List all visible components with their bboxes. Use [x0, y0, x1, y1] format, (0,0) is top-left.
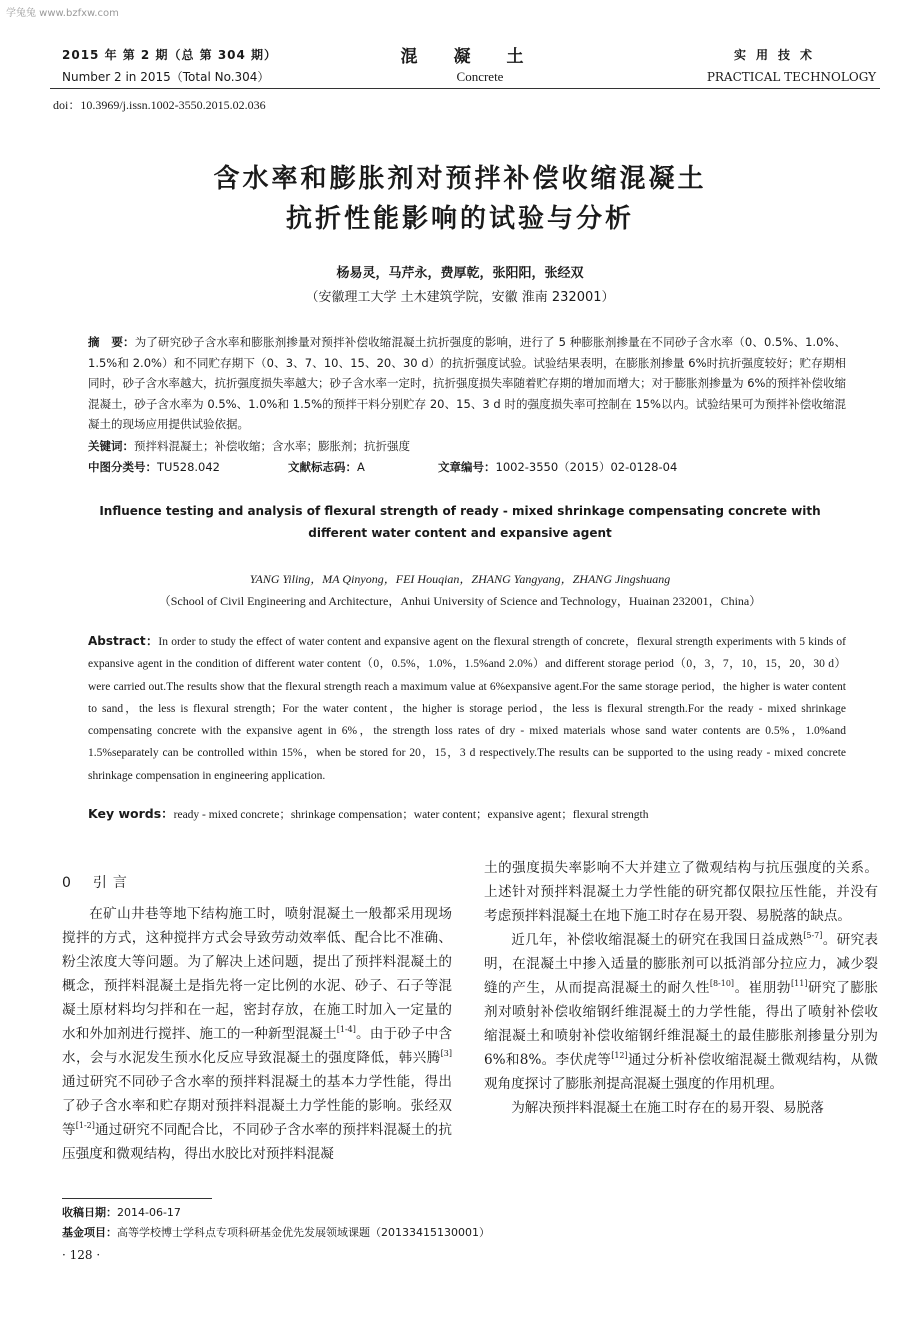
abstract-cn-text: 为了研究砂子含水率和膨胀剂掺量对预拌补偿收缩混凝土抗折强度的影响，进行了 5 种膨胀剂掺量在不同砂子含水率（0、0.5%、1.0%、1.5%和 2.0%）和不同贮存期下（0、3、7、10、15、20、30 d）的抗折强度试验。试验结果表明，在膨胀剂掺量 6%时抗折强度较好；贮存期相同时，砂子含水率越大，抗折强度损失率越大；砂子含水率一定时，抗折强度损失率随着贮存期的增加而增大；对于膨胀剂掺量为 6%的预拌补偿收缩混凝土，砂子含水率为 0.5%、1.0%和 1.5%的预拌干料分别贮存 20、15、3 d 时的强度损失率可控制在 15%以内。试验结果可为预拌补偿收缩混凝土的现场应用提供试验依据。	[88, 335, 846, 431]
affiliation-en: （School of Civil Engineering and Architecture，Anhui University of Science and Technology，Huainan 232001，China）	[158, 594, 762, 608]
clc-value: TU528.042	[157, 460, 220, 474]
article-no-label: 文章编号：	[438, 460, 496, 474]
journal-cn: 混凝土	[400, 47, 560, 67]
classification-info	[88, 459, 848, 475]
header-rule	[50, 88, 880, 89]
received-date: 收稿日期：2014-06-17	[62, 1206, 181, 1219]
issue-en: Number 2 in 2015（Total No.304）	[62, 70, 270, 84]
footnote-rule	[62, 1198, 212, 1199]
column-en: PRACTICAL TECHNOLOGY	[706, 70, 876, 84]
column-cn: 实用技术	[733, 48, 822, 62]
keywords-cn-label: 关键词：	[88, 439, 134, 453]
abstract-cn-label: 摘 要：	[88, 335, 135, 349]
article-no-value: 1002-3550（2015）02-0128-04	[495, 460, 678, 474]
doi: doi：10.3969/j.issn.1002-3550.2015.02.036	[53, 98, 266, 112]
issue-cn: 2015 年 第 2 期（总 第 304 期）	[62, 48, 278, 62]
section-title: 引言	[92, 875, 133, 891]
affiliation-cn: （安徽理工大学 土木建筑学院，安徽 淮南 232001）	[305, 290, 615, 305]
title-en: Influence testing and analysis of flexural strength of ready - mixed shrinkage compensating concrete with different water content and expansive agent	[99, 504, 821, 540]
citation: [11]	[791, 979, 808, 988]
fund-info: 基金项目：高等学校博士学科点专项科研基金优先发展领域课题（20133415130001）	[62, 1226, 490, 1239]
citation: [3]	[440, 1049, 452, 1058]
citation: [12]	[611, 1051, 628, 1060]
keywords-cn	[88, 438, 410, 454]
body-column-left	[62, 902, 452, 1166]
abstract-en	[88, 630, 846, 787]
citation: [1-2]	[75, 1121, 95, 1130]
page-number: · 128 ·	[62, 1248, 101, 1262]
journal-en: Concrete	[456, 69, 504, 84]
citation: [5-7]	[803, 931, 823, 940]
paragraph: 为解决预拌料混凝土在施工时存在的易开裂、易脱落	[511, 1100, 824, 1116]
abstract-cn	[88, 332, 846, 435]
abstract-en-label: Abstract：	[88, 634, 159, 648]
issue-info	[62, 44, 277, 88]
section-heading	[62, 872, 133, 892]
doccode-value: A	[357, 460, 365, 474]
title-line-2: 抗折性能影响的试验与分析	[285, 204, 634, 234]
column-name	[680, 44, 876, 88]
keywords-cn-text: 预拌料混凝土；补偿收缩；含水率；膨胀剂；抗折强度	[134, 439, 410, 453]
paragraph: 土的强度损失率影响不大并建立了微观结构与抗压强度的关系。上述针对预拌料混凝土力学性能的研究都仅限拉压性能，并没有考虑预拌料混凝土在地下施工时存在易开裂、易脱落的缺点。	[484, 860, 878, 924]
keywords-en-label: Key words：	[88, 806, 174, 821]
section-number: 0	[62, 875, 71, 891]
body-column-right	[484, 856, 878, 1120]
clc-label: 中图分类号：	[88, 460, 157, 474]
keywords-en-text: ready - mixed concrete；shrinkage compensation；water content；expansive agent；flexural strength	[173, 809, 649, 821]
doccode-label: 文献标志码：	[288, 460, 357, 474]
authors-en: YANG Yiling，MA Qinyong，FEI Houqian，ZHANG Yangyang，ZHANG Jingshuang	[249, 572, 671, 586]
paragraph: 近几年，补偿收缩混凝土的研究在我国日益成熟[5-7]。研究表明，在混凝土中掺入适量的膨胀剂可以抵消部分拉应力，减少裂缝的产生，从而提高混凝土的耐久性[8-10]。崔朋勃[11]研究了膨胀剂对喷射补偿收缩钢纤维混凝土的力学性能，得出了喷射补偿收缩混凝土和喷射补偿收缩钢纤维混凝土的最佳膨胀剂掺量分别为6%和8%。李伏虎等[12]通过分析补偿收缩混凝土微观结构，从微观角度探讨了膨胀剂提高混凝土强度的作用机理。	[484, 931, 879, 1092]
citation: [1-4]	[336, 1025, 356, 1034]
authors-cn: 杨易灵，马芹永，费厚乾，张阳阳，张经双	[336, 266, 584, 281]
keywords-en	[88, 804, 648, 822]
site-watermark: 学兔兔 www.bzfxw.com	[6, 8, 119, 19]
paragraph: 在矿山井巷等地下结构施工时，喷射混凝土一般都采用现场搅拌的方式，这种搅拌方式会导致劳动效率低、配合比不准确、粉尘浓度大等问题。为了解决上述问题，提出了预拌料混凝土的概念，预拌料混凝土是指先将一定比例的水泥、砂子、石子等混凝土原材料均匀拌和在一起，密封存放，在施工时加入一定量的水和外加剂进行搅拌、施工的一种新型混凝土[1-4]。由于砂子中含水，会与水泥发生预水化反应导致混凝土的强度降低，韩兴腾[3]通过研究不同砂子含水率的预拌料混凝土的基本力学性能，得出了砂子含水率和贮存期对预拌料混凝土力学性能的影响。张经双等[1-2]通过研究不同配合比，不同砂子含水率的预拌料混凝土的抗压强度和微观结构，得出水胶比对预拌料混凝	[62, 906, 453, 1162]
journal-name	[380, 42, 580, 85]
abstract-en-text: In order to study the effect of water content and expansive agent on the flexural strength of concrete，flexural strength experiments with 5 kinds of expansive agent in the condition of different water content（0，0.5%，1.0%，1.5%and 2.0%）and different storage period（0，3，7，10，15，20，30 d）were carried out.The results show that the flexural strength reach a maximum value at 6%expansive agent.For the same storage period，the higher is water content to sand，the less is flexural strength；For the water content，the higher is storage period，the less is flexural strength.For the ready - mixed shrinkage compensating concrete with the expansive agent in 6%，the strength loss rates of dry - mixed materials whose sand water contents are 0.5%，1.0%and 1.5%separately can be controlled within 15%，when be stored for 20，15，3 d respectively.The results can be supported to the using ready - mixed concrete shrinkage compensation in engineering application.	[88, 636, 847, 782]
citation: [8-10]	[709, 979, 735, 988]
title-line-1: 含水率和膨胀剂对预拌补偿收缩混凝土	[213, 164, 707, 194]
